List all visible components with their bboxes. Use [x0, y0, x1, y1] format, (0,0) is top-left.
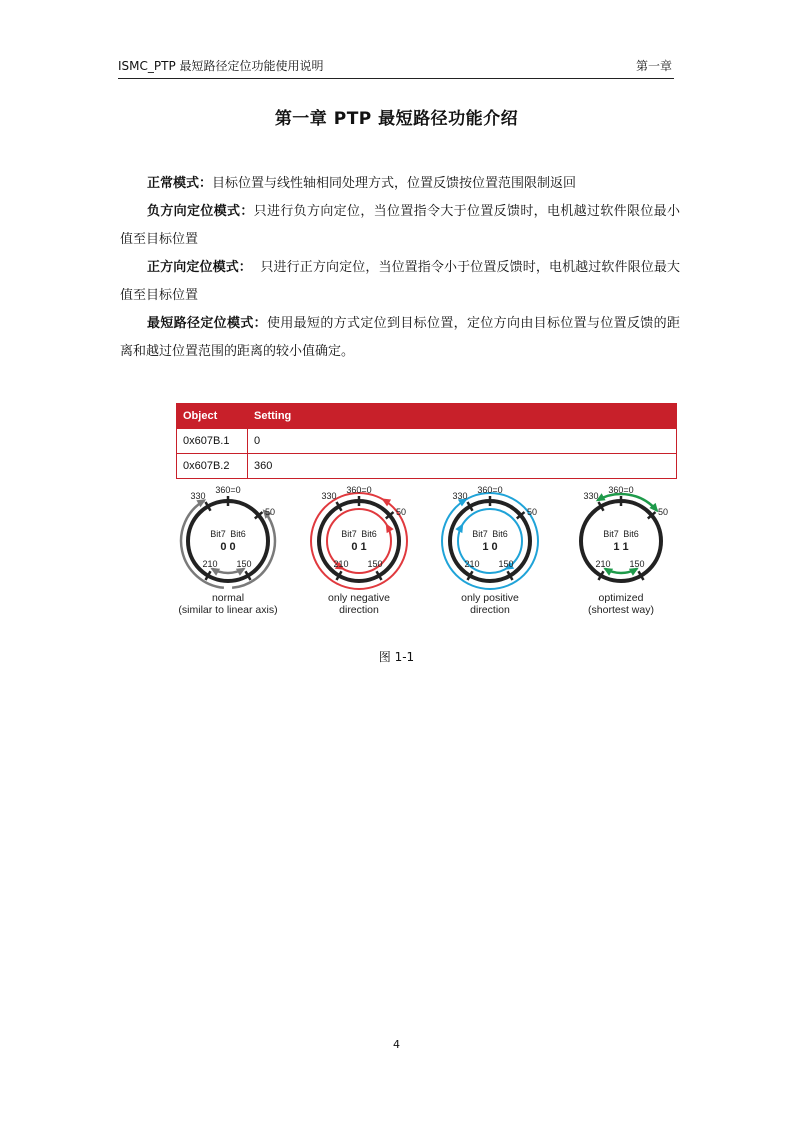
dial-label-360: 360=0 — [608, 485, 634, 495]
mode-bits-value: 0 1 — [351, 541, 367, 553]
mode-diagram — [178, 485, 277, 616]
dial-label-50: 50 — [264, 507, 276, 517]
term-shortest-mode: 最短路径定位模式： — [147, 316, 267, 331]
header-document-title: ISMC_PTP 最短路径定位功能使用说明 — [118, 59, 324, 73]
table-cell-object: 0x607B.2 — [177, 454, 248, 479]
mode-bits-value: 1 1 — [613, 541, 629, 553]
chapter-title: 第一章 PTP 最短路径功能介绍 — [274, 109, 519, 129]
table-cell-setting: 0 — [248, 429, 677, 454]
dial-label-210: 210 — [333, 559, 349, 569]
dial-label-210: 210 — [595, 559, 611, 569]
mode-bits-value: 0 0 — [220, 541, 236, 553]
dial-label-330: 330 — [452, 491, 468, 501]
mode-label-line1: only positive — [461, 592, 519, 604]
dial-label-bit7: Bit7 — [603, 529, 619, 539]
dial-label-50: 50 — [395, 507, 407, 517]
mode-diagram — [581, 485, 668, 616]
page-number: 4 — [393, 1038, 400, 1051]
desc-positive-mode: 只进行正方向定位，当位置指令小于位置反馈时，电机越过软件限位最大值至目标位置 — [120, 260, 680, 303]
dial-label-330: 330 — [190, 491, 206, 501]
table-row — [177, 429, 677, 454]
dial-label-bit7: Bit7 — [472, 529, 488, 539]
dial-label-50: 50 — [526, 507, 538, 517]
dial-label-150: 150 — [367, 559, 383, 569]
header-chapter: 第一章 — [635, 59, 672, 73]
dial-label-bit6: Bit6 — [361, 529, 377, 539]
desc-negative-mode: 只进行负方向定位，当位置指令大于位置反馈时，电机越过软件限位最小值至目标位置 — [120, 204, 680, 247]
dial-label-210: 210 — [464, 559, 480, 569]
body-text — [120, 170, 680, 366]
figure-1-1 — [176, 403, 678, 631]
dial-label-150: 150 — [236, 559, 252, 569]
dial-label-bit6: Bit6 — [623, 529, 639, 539]
mode-label-line1: optimized — [598, 592, 644, 604]
table-cell-object: 0x607B.1 — [177, 429, 248, 454]
mode-label-line1: only negative — [328, 592, 390, 604]
mode-label-line2: (similar to linear axis) — [178, 604, 278, 616]
mode-label-line2: direction — [339, 604, 379, 616]
mode-diagram — [442, 485, 538, 616]
modulo-mode-diagrams — [176, 481, 678, 631]
page-header — [118, 52, 674, 79]
paragraph-shortest-mode — [120, 310, 680, 366]
desc-shortest-mode: 使用最短的方式定位到目标位置，定位方向由目标位置与位置反馈的距离和越过位置范围的距离的较小值确定。 — [120, 316, 680, 359]
paragraph-normal-mode — [120, 170, 680, 198]
dial-label-bit7: Bit7 — [210, 529, 226, 539]
mode-label-line2: direction — [470, 604, 510, 616]
dial-label-360: 360=0 — [346, 485, 372, 495]
table-header-row — [177, 404, 677, 429]
mode-label-line2: (shortest way) — [588, 604, 654, 616]
mode-bits-value: 1 0 — [482, 541, 498, 553]
paragraph-positive-mode — [120, 254, 680, 310]
table-cell-setting: 360 — [248, 454, 677, 479]
object-settings-table — [176, 403, 677, 479]
column-header-setting: Setting — [248, 404, 677, 429]
dial-label-360: 360=0 — [215, 485, 241, 495]
dial-label-150: 150 — [498, 559, 514, 569]
dial-label-bit6: Bit6 — [492, 529, 508, 539]
dial-label-330: 330 — [321, 491, 337, 501]
dial-label-50: 50 — [657, 507, 669, 517]
dial-label-210: 210 — [202, 559, 218, 569]
dial-label-150: 150 — [629, 559, 645, 569]
table-row — [177, 454, 677, 479]
dial-label-360: 360=0 — [477, 485, 503, 495]
dial-label-bit7: Bit7 — [341, 529, 357, 539]
figure-caption: 图 1-1 — [378, 650, 415, 664]
mode-diagram — [311, 485, 407, 616]
term-negative-mode: 负方向定位模式： — [147, 204, 254, 219]
term-positive-mode: 正方向定位模式： — [147, 260, 252, 275]
column-header-object: Object — [177, 404, 248, 429]
term-normal-mode: 正常模式： — [147, 176, 213, 191]
dial-label-330: 330 — [583, 491, 599, 501]
dial-label-bit6: Bit6 — [230, 529, 246, 539]
mode-label-line1: normal — [211, 592, 245, 604]
desc-normal-mode: 目标位置与线性轴相同处理方式，位置反馈按位置范围限制返回 — [212, 176, 577, 191]
paragraph-negative-mode — [120, 198, 680, 254]
